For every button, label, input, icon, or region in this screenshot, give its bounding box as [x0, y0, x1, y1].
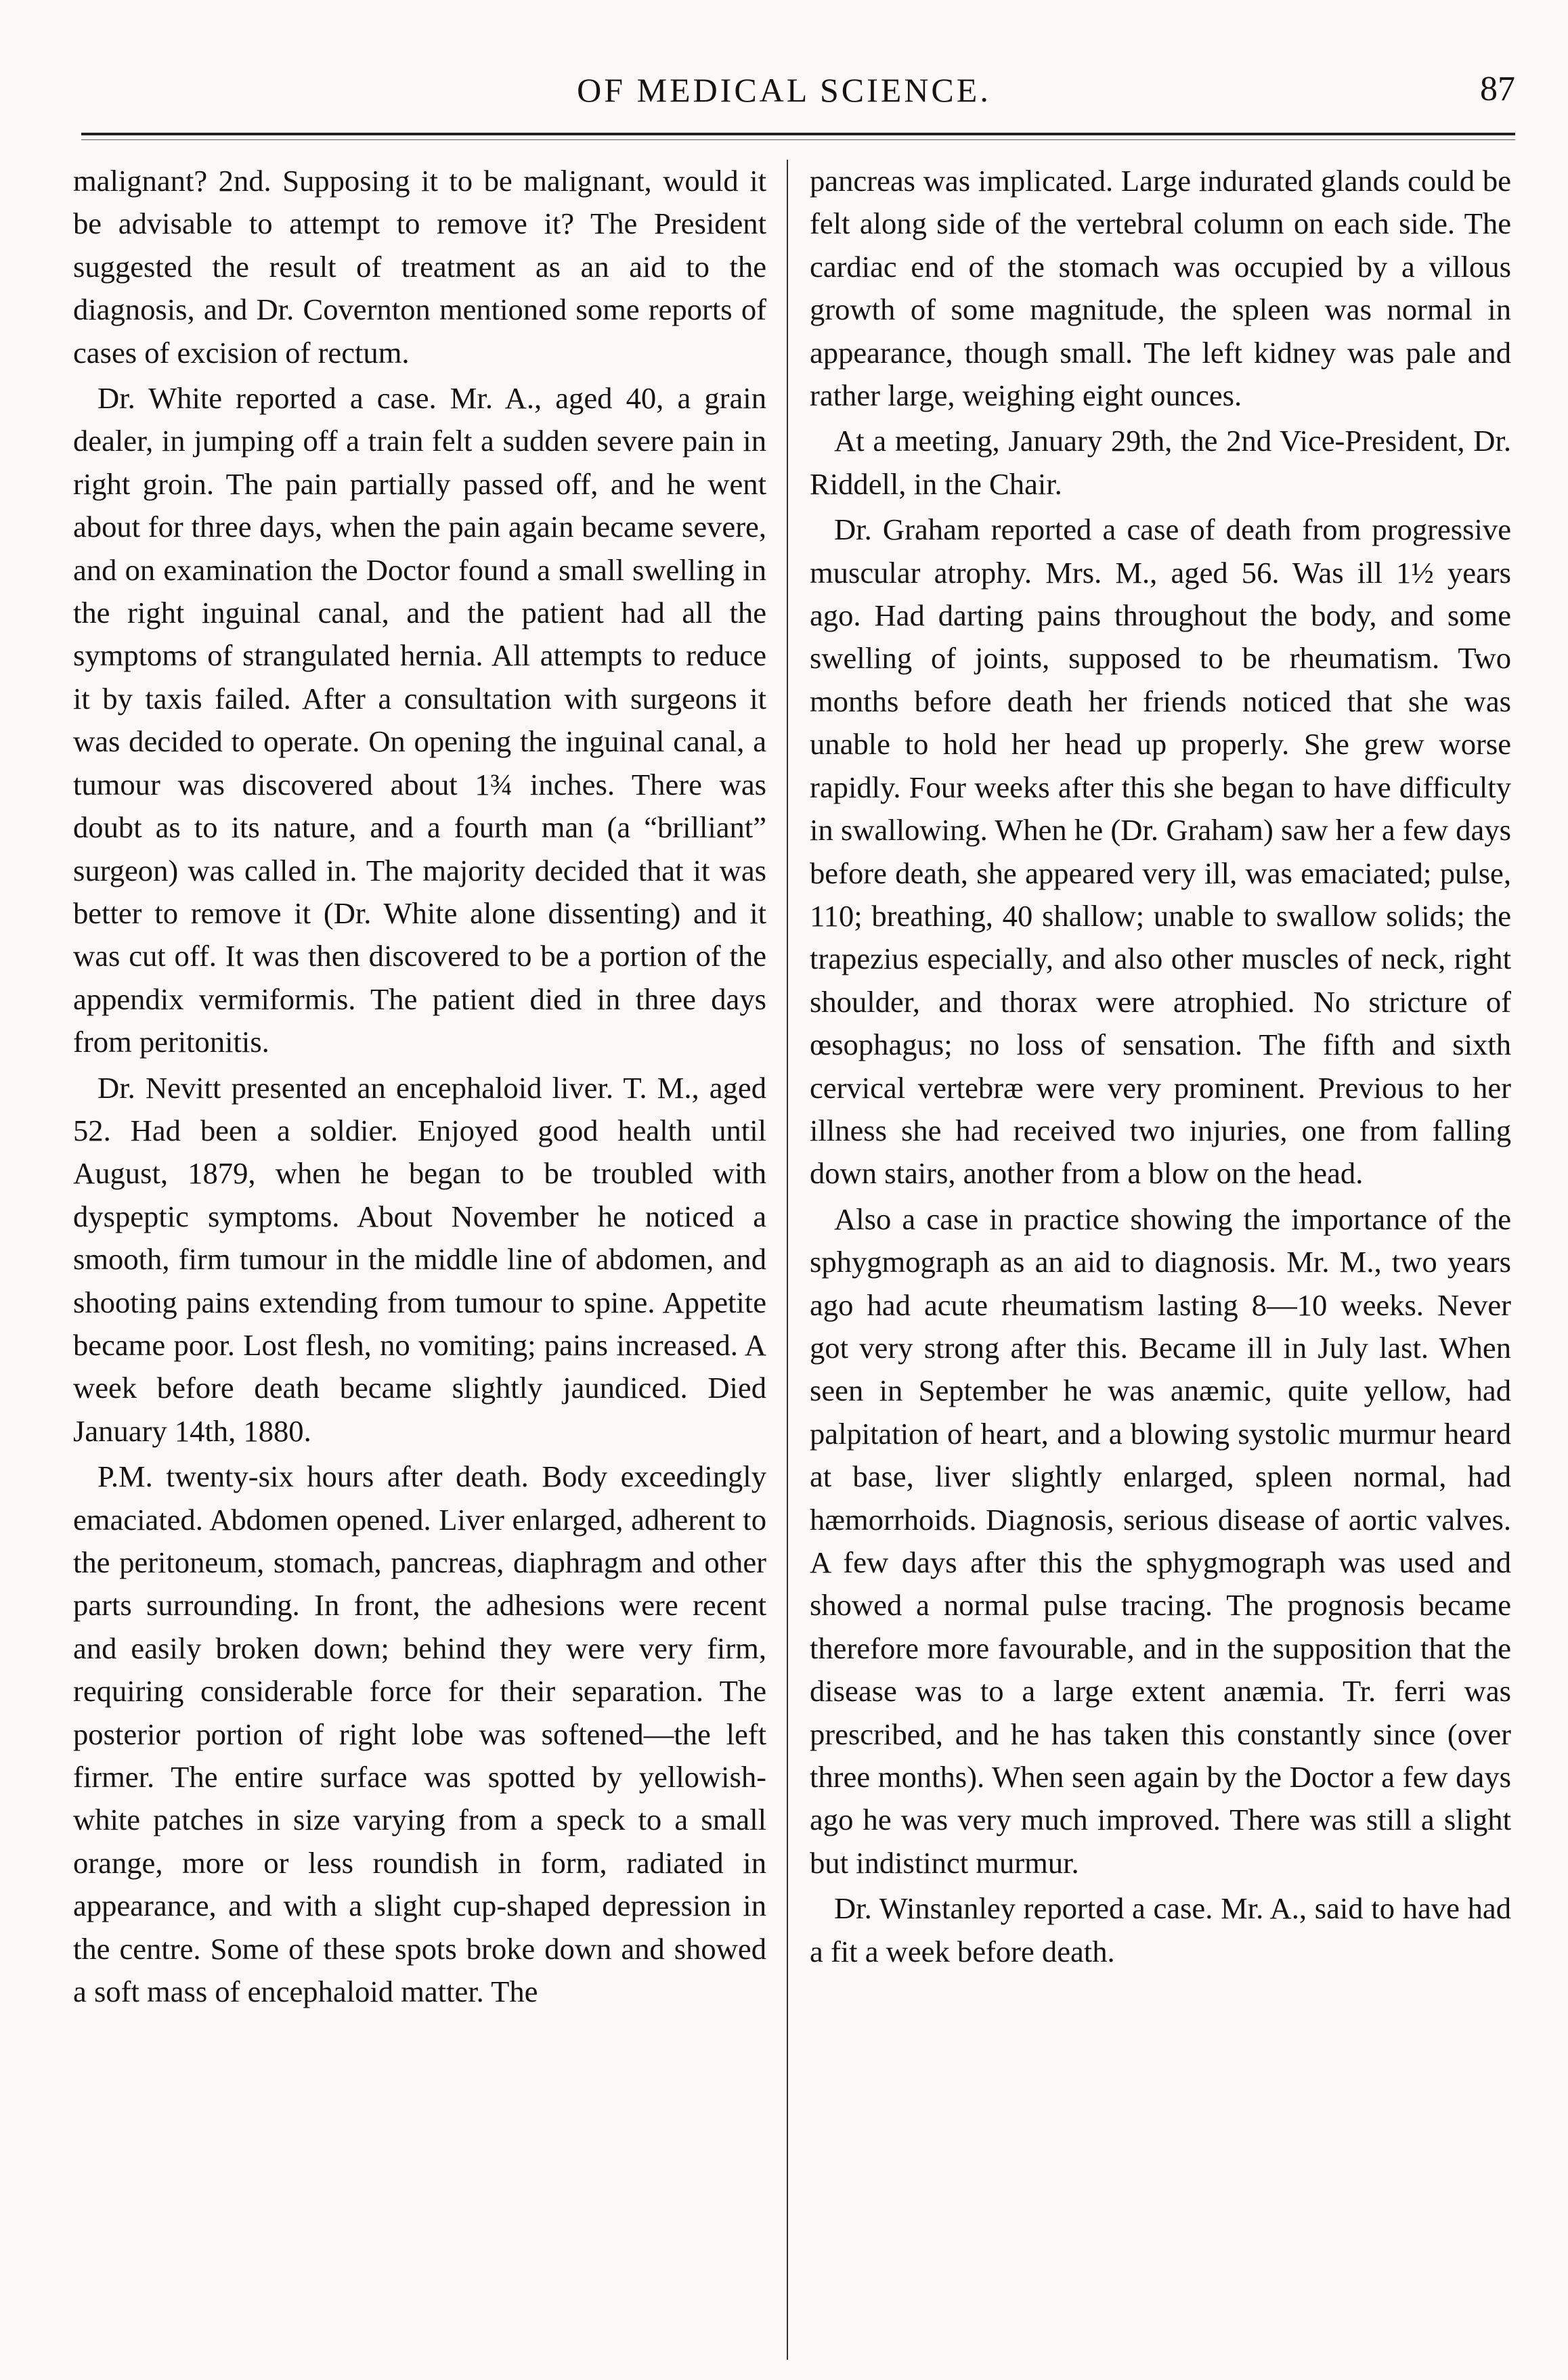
paragraph: Also a case in practice showing the importance of the sphygmograph as an aid to diagnosis. Mr. M., two years ago had acute rheumatism lasting 8—10 weeks. Never got very strong after this. Became ill in July last. When seen in September he was anæmic, quite yellow, had palpitation of heart, and a blowing systolic murmur heard at base, liver slightly enlarged, spleen normal, had hæmorrhoids. Diagnosis, serious disease of aortic valves. A few days after this the sphygmograph was used and showed a normal pulse tracing. The prognosis became therefore more favourable, and in the supposition that the disease was to a large extent anæmia. Tr. ferri was prescribed, and he has taken this constantly since (over three months). When seen again by the Doctor a few days ago he was very much improved. There was still a slight but indistinct murmur.	[810, 1202, 1511, 1880]
page-number: 87	[1480, 70, 1515, 108]
paragraph: At a meeting, January 29th, the 2nd Vice-President, Dr. Riddell, in the Chair.	[810, 424, 1511, 501]
paragraph: Dr. Winstanley reported a case. Mr. A., said to have had a fit a week before death.	[810, 1891, 1511, 1968]
running-title: OF MEDICAL SCIENCE.	[577, 71, 991, 109]
paragraph: pancreas was implicated. Large indurated glands could be felt along side of the vertebral column on each side. The cardiac end of the stomach was occupied by a villous growth of some magnitude, the spleen was normal in appearance, though small. The left kidney was pale and rather large, weighing eight ounces.	[810, 164, 1511, 413]
paragraph: malignant? 2nd. Supposing it to be malignant, would it be advisable to attempt to remove it? The President suggested the result of treatment as an aid to the diagnosis, and Dr. Covernton mentioned some reports of cases of excision of rectum.	[73, 164, 766, 370]
page-header	[0, 70, 1568, 125]
paragraph: Dr. Graham reported a case of death from progressive muscular atrophy. Mrs. M., aged 56. Was ill 1½ years ago. Had darting pains throughout the body, and some swelling of joints, supposed to be rheumatism. Two months before death her friends noticed that she was unable to hold her head up properly. She grew worse rapidly. Four weeks after this she began to have difficulty in swallowing. When he (Dr. Graham) saw her a few days before death, she appeared very ill, was emaciated; pulse, 110; breathing, 40 shallow; unable to swallow solids; the trapezius especially, and also other muscles of neck, right shoulder, and thorax were atrophied. No stricture of œsophagus; no loss of sensation. The fifth and sixth cervical vertebræ were very prominent. Previous to her illness she had received two injuries, one from falling down stairs, another from a blow on the head.	[810, 512, 1511, 1191]
paragraph: Dr. Nevitt presented an encephaloid liver. T. M., aged 52. Had been a soldier. Enjoyed good health until August, 1879, when he began to be troubled with dyspeptic symptoms. About November he noticed a smooth, firm tumour in the middle line of abdomen, and shooting pains extending from tumour to spine. Appetite became poor. Lost flesh, no vomiting; pains increased. A week before death became slightly jaundiced. Died January 14th, 1880.	[73, 1070, 766, 1448]
right-column	[810, 160, 1511, 2360]
header-rule	[81, 133, 1515, 135]
paragraph: P.M. twenty-six hours after death. Body exceedingly emaciated. Abdomen opened. Liver enlarged, adherent to the peritoneum, stomach, pancreas, diaphragm and other parts surrounding. In front, the adhesions were recent and easily broken down; behind they were very firm, requiring considerable force for their separation. The posterior portion of right lobe was softened—the left firmer. The entire surface was spotted by yellowish-white patches in size varying from a speck to a small orange, more or less roundish in form, radiated in appearance, and with a slight cup-shaped depression in the centre. Some of these spots broke down and showed a soft mass of encephaloid matter. The	[73, 1459, 766, 2009]
column-divider	[787, 160, 788, 2360]
paragraph: Dr. White reported a case. Mr. A., aged 40, a grain dealer, in jumping off a train felt a sudden severe pain in right groin. The pain partially passed off, and he went about for three days, when the pain again became severe, and on examination the Doctor found a small swelling in the right inguinal canal, and the patient had all the symptoms of strangulated hernia. All attempts to reduce it by taxis failed. After a consultation with surgeons it was decided to operate. On opening the inguinal canal, a tumour was discovered about 1¾ inches. There was doubt as to its nature, and a fourth man (a “brilliant” surgeon) was called in. The majority decided that it was better to remove it (Dr. White alone dissenting) and it was cut off. It was then discovered to be a portion of the appendix vermiformis. The patient died in three days from peritonitis.	[73, 381, 766, 1059]
left-column	[73, 160, 766, 2360]
header-rule-thin	[81, 139, 1515, 140]
